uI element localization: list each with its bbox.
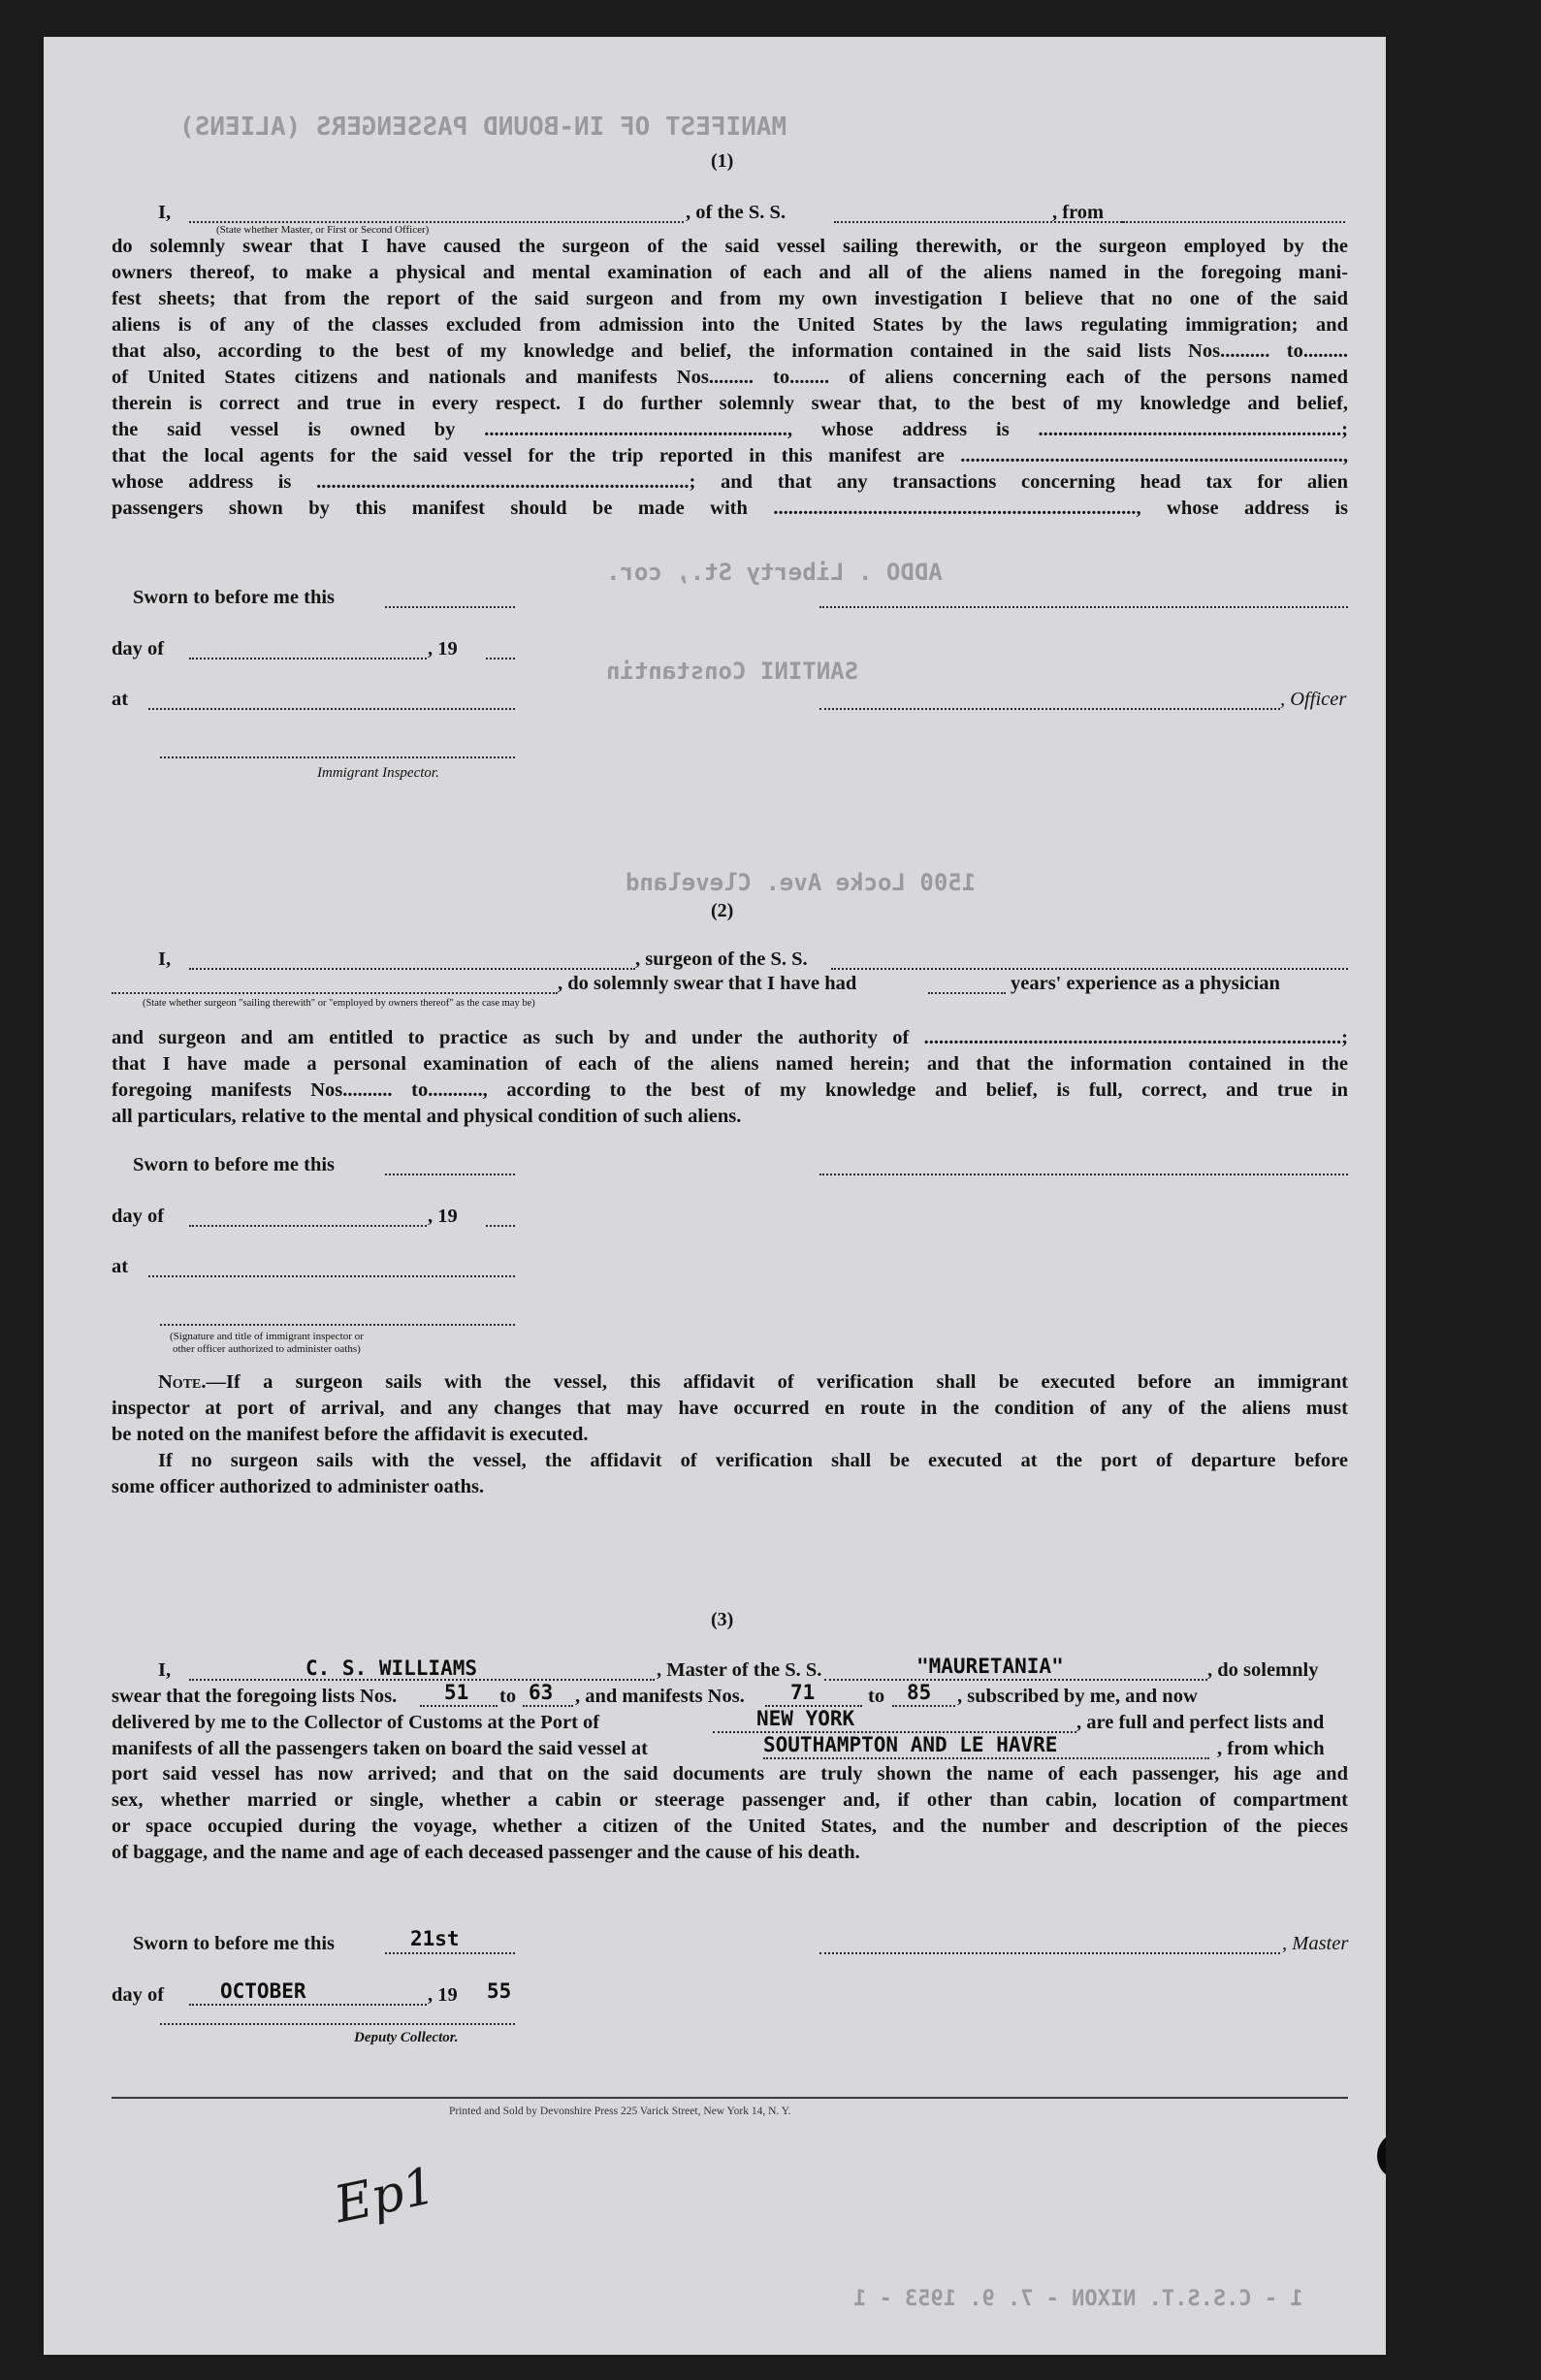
s3-port: NEW YORK [756, 1707, 855, 1730]
s3-subscribed: , subscribed by me, and now [957, 1686, 1198, 1707]
s1-caption: (State whether Master, or First or Second Officer) [216, 224, 430, 236]
s1-at: at [112, 689, 129, 710]
s3-paragraph-line: port said vessel has now arrived; and that on the said documents are truly shown the name of each passenger, his age and [112, 1763, 1348, 1785]
s1-year-line [486, 658, 515, 659]
bleed-through-text: SANTINI Constantin [606, 658, 859, 685]
s2-years: years' experience as a physician [1011, 973, 1280, 994]
s3-do-solemnly: , do solemnly [1207, 1659, 1319, 1681]
bleed-through-text: ADDO . Liberty St., cor. [606, 559, 943, 586]
s3-delivered: delivered by me to the Collector of Customs at the Port of [112, 1712, 600, 1733]
s1-officer-line [819, 708, 1280, 710]
note-line-4: If no surgeon sails with the vessel, the affidavit of verification shall be executed at the port of departure before [158, 1450, 1348, 1471]
s3-swear-lists: swear that the foregoing lists Nos. [112, 1686, 398, 1707]
s2-vessel-line [831, 968, 1348, 970]
s3-paragraph-line: or space occupied during the voyage, whether a citizen of the United States, and the number and description of the pieces [112, 1816, 1348, 1837]
s1-of-ss-label: , of the S. S. [686, 202, 787, 223]
bleed-through-text: MANIFEST OF IN-BOUND PASSENGERS (ALIENS) [179, 113, 787, 142]
s1-sworn-line [385, 606, 515, 608]
s2-sig-caption-1: (Signature and title of immigrant inspector or [170, 1331, 364, 1342]
s1-year: , 19 [428, 638, 458, 659]
note-line-1 [158, 1369, 1348, 1395]
s3-vessel-name: "MAURETANIA" [916, 1655, 1064, 1678]
bleed-through-text: 1500 Locke Ave. Cleveland [626, 869, 977, 896]
s3-from-which: , from which [1217, 1738, 1325, 1759]
handwritten-mark: Ep1 [329, 2156, 441, 2235]
s2-year-line [486, 1225, 515, 1227]
s2-sworn: Sworn to before me this [133, 1154, 336, 1175]
s1-from-line [1122, 221, 1345, 223]
s1-paragraph-line: passengers shown by this manifest should be made with ........................................................................., whose address is [112, 498, 1348, 519]
s3-paragraph-line: of baggage, and the name and age of each deceased passenger and the cause of his death. [112, 1842, 860, 1863]
s3-master-of: , Master of the S. S. [657, 1659, 822, 1681]
s3-and-manifests: , and manifests Nos. [575, 1686, 745, 1707]
s2-caption: (State whether surgeon "sailing therewith" or "employed by owners thereof" as the case may be) [143, 998, 535, 1009]
s3-paragraph-line: sex, whether married or single, whether a cabin or steerage passenger and, if other than cabin, location of compartment [112, 1789, 1348, 1811]
s2-at: at [112, 1256, 129, 1277]
s1-officer-sig-line-top [819, 606, 1348, 608]
s1-paragraph-line: fest sheets; that from the report of the said surgeon and from my own investigation I believe that no one of the said [112, 288, 1348, 309]
section-2-number: (2) [711, 900, 734, 921]
s2-paragraph-line: all particulars, relative to the mental and physical condition of such aliens. [112, 1106, 742, 1127]
s3-master-label: , Master [1282, 1933, 1349, 1954]
punch-hole [1377, 2132, 1386, 2180]
s3-manifests-of: manifests of all the passengers taken on board the said vessel at [112, 1738, 648, 1759]
s1-from-label: , from [1052, 202, 1105, 223]
s1-at-line [148, 708, 515, 710]
s1-paragraph-line: of United States citizens and nationals and manifests Nos......... to........ of aliens concerning each of the persons named [112, 367, 1348, 388]
s2-paragraph-line: foregoing manifests Nos.......... to..........., according to the best of my knowledge and belief, is full, correct, and true in [112, 1079, 1348, 1101]
s3-lists-to-line [523, 1705, 573, 1707]
s3-departure: SOUTHAMPTON AND LE HAVRE [763, 1733, 1058, 1756]
s2-surgeon-sig-line [819, 1174, 1348, 1175]
s1-day-of: day of [112, 638, 165, 659]
s3-full-lists: , are full and perfect lists and [1076, 1712, 1325, 1733]
s2-day-line [189, 1225, 427, 1227]
s1-i-label: I, [158, 202, 172, 223]
s1-sworn: Sworn to before me this [133, 587, 336, 608]
s3-deputy-line [160, 2023, 515, 2025]
s2-at-line [148, 1275, 515, 1277]
s2-sig-line [160, 1324, 515, 1326]
s3-manifests-to-value: 85 [907, 1681, 932, 1704]
note-line-2: inspector at port of arrival, and any changes that may have occurred en route in the condition of any of the aliens must [112, 1398, 1348, 1419]
s1-paragraph-line: the said vessel is owned by ............................................................., whose address is .............................................................; [112, 419, 1348, 440]
note-line-3: be noted on the manifest before the affidavit is executed. [112, 1424, 589, 1445]
s3-lists-from-line [420, 1705, 498, 1707]
s1-paragraph-line: therein is correct and true in every respect. I do further solemnly swear that, to the best of my knowledge and belief, [112, 393, 1348, 414]
s2-swear: , do solemnly swear that I have had [558, 973, 857, 994]
s1-paragraph-line: that also, according to the best of my knowledge and belief, the information contained in the said lists Nos.......... to......... [112, 340, 1348, 362]
printer-imprint: Printed and Sold by Devonshire Press 225 Varick Street, New York 14, N. Y. [449, 2106, 791, 2117]
s3-vessel-line [824, 1679, 1207, 1681]
s3-manifests-to-line [892, 1705, 955, 1707]
s1-officer-name-line [189, 221, 684, 223]
s2-sig-caption-2: other officer authorized to administer oaths) [173, 1343, 361, 1355]
s3-day-of: day of [112, 1984, 165, 2006]
s2-surgeon-name-line [189, 968, 635, 970]
s1-paragraph-line: aliens is of any of the classes excluded from admission into the United States by the laws regulating immigration; and [112, 314, 1348, 336]
s3-master-sig-line [819, 1952, 1280, 1954]
s2-surgeon-of: , surgeon of the S. S. [635, 949, 808, 970]
note-text: —If a surgeon sails with the vessel, this affidavit of verification shall be executed before an immigrant [206, 1371, 1348, 1393]
manifest-affidavit-page [44, 37, 1386, 2355]
s1-day-line [189, 658, 427, 659]
s3-year-prefix: , 19 [428, 1984, 458, 2006]
s3-sworn-line [385, 1952, 515, 1954]
section-1-number: (1) [711, 150, 734, 172]
s3-sworn: Sworn to before me this [133, 1933, 336, 1954]
s3-manifests-from: 71 [790, 1681, 816, 1704]
s1-inspector-caption: Immigrant Inspector. [317, 765, 439, 781]
s3-deputy-caption: Deputy Collector. [354, 2030, 459, 2045]
s1-officer: , Officer [1280, 689, 1347, 710]
s3-month: OCTOBER [220, 1979, 306, 2003]
s1-paragraph-line: that the local agents for the said vessel for the trip reported in this manifest are ............................................................................., [112, 445, 1348, 466]
s3-year-suffix: 55 [487, 1979, 512, 2003]
s2-paragraph-line: and surgeon and am entitled to practice as such by and under the authority of ....................................................................................; [112, 1027, 1348, 1048]
s3-departure-line [763, 1757, 1209, 1759]
s1-inspector-line [160, 756, 515, 758]
s2-paragraph-line: that I have made a personal examination of each of the aliens named herein; and that the information contained in the [112, 1053, 1348, 1075]
footer-rule [112, 2097, 1348, 2099]
s3-manifests-to: to [868, 1686, 885, 1707]
note-label: Note. [158, 1371, 207, 1393]
s3-master-name: C. S. WILLIAMS [305, 1656, 478, 1680]
s3-lists-to: to [499, 1686, 517, 1707]
s3-lists-from: 51 [444, 1681, 469, 1704]
s3-lists-to-value: 63 [529, 1681, 554, 1704]
bottom-stamp: 1 - C.S.S.T. NIXON - 7. 9. 1953 - 1 [853, 2287, 1303, 2311]
s2-day-of: day of [112, 1206, 165, 1227]
s2-year: , 19 [428, 1206, 458, 1227]
section-3-number: (3) [711, 1609, 734, 1630]
note-line-5: some officer authorized to administer oaths. [112, 1476, 485, 1497]
s3-day: 21st [410, 1927, 460, 1950]
s2-i-label: I, [158, 949, 172, 970]
s3-i-label: I, [158, 1659, 172, 1681]
s2-capacity-line [112, 992, 558, 994]
s2-sworn-line [385, 1174, 515, 1175]
s1-paragraph-line: owners thereof, to make a physical and mental examination of each and all of the aliens named in the foregoing mani- [112, 262, 1348, 283]
s1-paragraph-line: whose address is ...........................................................................; and that any transactions concerning head tax for alien [112, 471, 1348, 493]
s3-month-line [189, 2004, 427, 2006]
s1-paragraph-line: do solemnly swear that I have caused the surgeon of the said vessel sailing therewith, or the surgeon employed by the [112, 236, 1348, 257]
s2-years-line [928, 992, 1006, 994]
